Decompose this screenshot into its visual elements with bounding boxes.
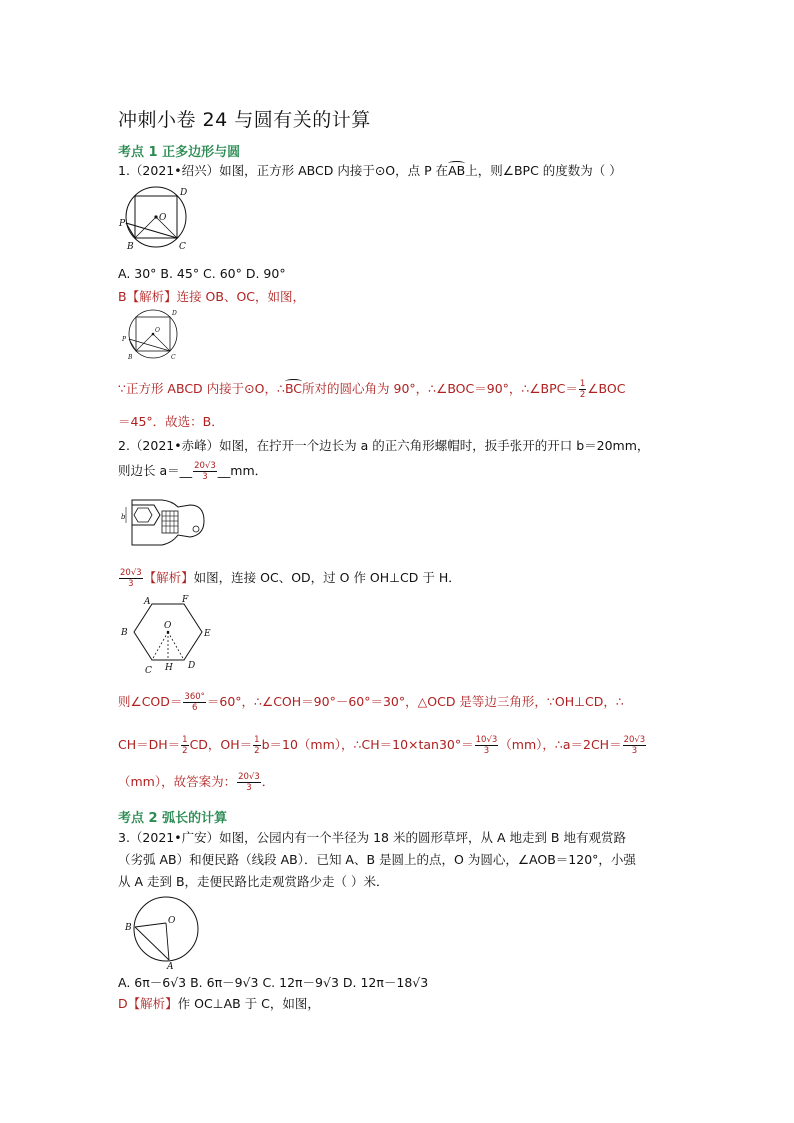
- q1-arc-ab: AB: [448, 163, 466, 178]
- q2-label-d: D: [188, 661, 196, 671]
- q2-exp3-text-a: （mm），故答案为：: [118, 774, 237, 789]
- q2-half1-den: 2: [182, 746, 188, 756]
- q2-exp2-text-c: b＝10（mm），∴CH＝10×tan30°＝: [261, 737, 474, 752]
- q2-answer-line: [118, 568, 461, 589]
- q2-exp2-fraction-2: [623, 735, 647, 756]
- q2-exp1-text-a: 则∠COD＝: [118, 694, 183, 709]
- q1-label-d: D: [180, 188, 188, 198]
- q1-answer-line: [118, 287, 305, 305]
- q1-exp-text-c: ∠BOC: [587, 381, 626, 396]
- q2-half2-den: 2: [254, 746, 260, 756]
- q1-exp-label-b: B: [128, 354, 133, 361]
- q2-stem-text-b: __mm．: [217, 463, 268, 478]
- q1-label-o: O: [159, 213, 167, 223]
- q1-exp-arc-bc: BC: [284, 381, 303, 396]
- q2-half2-num: 1: [254, 735, 260, 745]
- q3-options: A. 6π－6√3 B. 6π－9√3 C. 12π－9√3 D. 12π－18√3: [118, 975, 429, 990]
- q2-exp2-half-1: [181, 735, 188, 756]
- q2-label-c: C: [145, 666, 152, 676]
- q2-label-o: O: [164, 621, 172, 631]
- q1-explanation-line-2: ＝45°．故选：B．: [118, 414, 224, 429]
- page-title: 冲刺小卷 24 与圆有关的计算: [118, 109, 371, 131]
- q2-stem-fraction: [193, 461, 217, 482]
- q1-exp-label-c: C: [171, 354, 176, 361]
- q2-exp2-half-2: [253, 735, 260, 756]
- q2-exp3-text-b: ．: [261, 774, 275, 789]
- q3-answer-line: [118, 994, 320, 1012]
- q1-label-p: P: [119, 219, 126, 229]
- q2-exp2-frac1-den: 3: [483, 746, 490, 756]
- q2-exp2-text-a: CH＝DH＝: [118, 737, 181, 752]
- q2-stem-frac-num: 20√3: [194, 461, 216, 471]
- q2-stem-line-1: 2.（2021•赤峰）如图，在拧开一个边长为 a 的正六角形螺帽时，扳手张开的开口 b＝20mm，: [118, 438, 650, 453]
- q1-explanation-figure: [120, 307, 186, 363]
- q3-stem-line-3: 从 A 走到 B，走便民路比走观赏路少走（ ）米．: [118, 874, 389, 889]
- q1-circle-square-figure: [118, 183, 198, 255]
- q1-stem: [118, 161, 622, 179]
- q2-ans-frac-num: 20√3: [120, 568, 142, 578]
- section-heading-1: 考点 1 正多边形与圆: [118, 145, 241, 160]
- q2-answer-fraction: [119, 568, 143, 589]
- q1-exp-text-b: 所对的圆心角为 90°，∴∠BOC＝90°，∴∠BPC＝: [302, 381, 578, 396]
- q1-label-b: B: [127, 242, 134, 252]
- q1-explanation-line-1: [118, 379, 625, 400]
- q3-label-b: B: [125, 923, 132, 933]
- q2-exp3-fraction: [237, 772, 261, 793]
- q2-exp1-text-b: ＝60°，∴∠COH＝90°－60°＝30°，△OCD 是等边三角形，∵OH⊥CD，∴: [206, 694, 624, 709]
- q2-label-b: B: [121, 628, 128, 638]
- q1-exp-label-p: P: [122, 336, 127, 343]
- q2-exp1-fraction: [183, 692, 205, 713]
- q2-exp3-frac-num: 20√3: [238, 772, 260, 782]
- q2-label-h: H: [165, 663, 173, 673]
- q2-exp2-text-d: （mm），∴a＝2CH＝: [499, 737, 622, 752]
- q1-stem-text-b: 上，则∠BPC 的度数为（ ）: [465, 163, 622, 178]
- q1-half-num: 1: [579, 379, 586, 389]
- q2-hexagon-figure: [118, 594, 214, 676]
- q2-answer-prefix: 【解析】: [143, 570, 194, 585]
- q2-explanation-line-3: [118, 772, 274, 793]
- q2-stem-text-a: 则边长 a＝__: [118, 463, 193, 478]
- q1-options: A. 30° B. 45° C. 60° D. 90°: [118, 266, 286, 281]
- q2-exp2-frac2-den: 3: [631, 746, 638, 756]
- q3-label-o: O: [168, 916, 176, 926]
- q3-answer-prefix: D【解析】: [118, 996, 178, 1011]
- q1-label-c: C: [179, 242, 186, 252]
- q1-exp-half-fraction: [579, 379, 586, 400]
- q2-exp2-frac2-num: 20√3: [623, 735, 646, 745]
- q2-half1-num: 1: [182, 735, 188, 745]
- q2-wrench-figure: [118, 495, 210, 551]
- q2-answer-text: 如图，连接 OC、OD，过 O 作 OH⊥CD 于 H．: [193, 570, 461, 585]
- q1-exp-label-o: O: [155, 327, 160, 334]
- q1-answer-text: 连接 OB、OC，如图，: [176, 289, 306, 304]
- q2-wrench-label-b: b: [121, 513, 126, 521]
- q3-label-a: A: [167, 962, 174, 972]
- q1-exp-label-d: D: [172, 310, 177, 317]
- q2-exp2-fraction-1: [475, 735, 499, 756]
- q1-answer-prefix: B【解析】: [118, 289, 177, 304]
- q2-stem-frac-den: 3: [202, 472, 208, 482]
- q2-exp3-frac-den: 3: [246, 783, 252, 793]
- q2-explanation-line-2: [118, 735, 647, 756]
- q1-half-den: 2: [579, 390, 586, 400]
- q2-label-f: F: [182, 595, 189, 605]
- q1-stem-text-a: 1.（2021•绍兴）如图，正方形 ABCD 内接于⊙O，点 P 在: [118, 163, 449, 178]
- q3-circle-figure: [118, 893, 208, 972]
- section-heading-2: 考点 2 弧长的计算: [118, 811, 228, 826]
- q2-exp1-frac-den: 6: [191, 703, 198, 713]
- q1-exp-text-a: ∵正方形 ABCD 内接于⊙O，∴: [118, 381, 285, 396]
- q3-answer-text: 作 OC⊥AB 于 C，如图，: [177, 996, 320, 1011]
- q2-label-e: E: [204, 629, 211, 639]
- q2-label-a: A: [144, 597, 151, 607]
- q2-ans-frac-den: 3: [128, 579, 134, 589]
- q2-exp1-frac-num: 360°: [184, 692, 205, 702]
- q2-explanation-line-1: [118, 692, 624, 713]
- q2-stem-line-2: [118, 461, 267, 482]
- q3-stem-line-1: 3.（2021•广安）如图，公园内有一个半径为 18 米的圆形草坪，从 A 地走到 B 地有观赏路: [118, 830, 626, 845]
- q3-stem-line-2: （劣弧 AB）和便民路（线段 AB）．已知 A、B 是圆上的点，O 为圆心，∠AOB＝120°，小强: [118, 852, 636, 867]
- q2-exp2-frac1-num: 10√3: [475, 735, 498, 745]
- q2-exp2-text-b: CD，OH＝: [189, 737, 253, 752]
